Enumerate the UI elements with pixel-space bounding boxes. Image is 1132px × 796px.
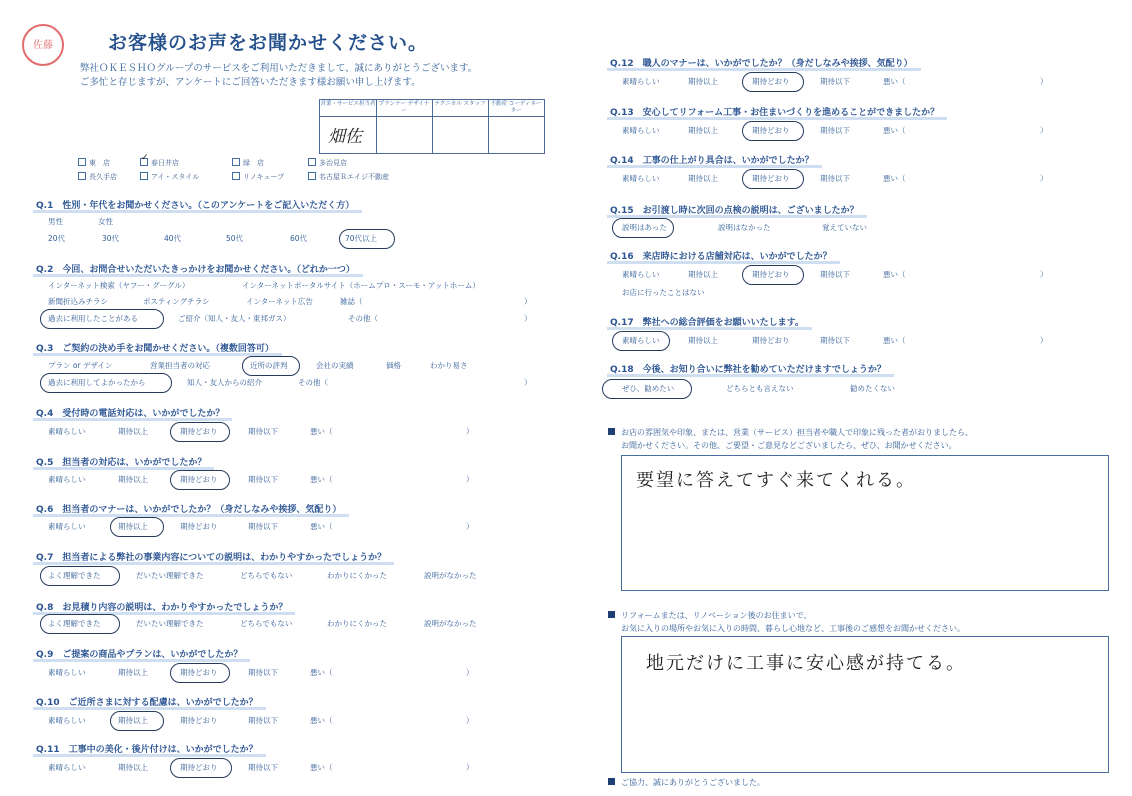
rating-opt-below[interactable]: 期待以下 [248, 475, 278, 484]
rating-opt-bad[interactable]: 悪い（ [883, 270, 906, 279]
store-option-istyle[interactable]: アイ・スタイル [140, 172, 199, 182]
rating-opt-above[interactable]: 期待以上 [688, 174, 718, 183]
rating-opt-below[interactable]: 期待以下 [820, 126, 850, 135]
q2-other-close-paren: ） [524, 314, 532, 323]
q3-opt-price[interactable]: 価格 [386, 361, 401, 370]
checkbox-icon[interactable] [140, 172, 148, 180]
page-title: お客様のお声をお聞かせください。 [108, 32, 429, 54]
rating-opt-above[interactable]: 期待以上 [118, 668, 148, 677]
checkbox-icon[interactable] [232, 158, 240, 166]
rating-opt-bad[interactable]: 悪い（ [883, 174, 906, 183]
rating-opt-excellent[interactable]: 素晴らしい [48, 427, 86, 436]
q1-opt-50s[interactable]: 50代 [226, 234, 244, 243]
question-12: Q.12 職人のマナーは、いかがでしたか？（身だしなみや挨拶、気配り） [610, 56, 913, 69]
rating-opt-below[interactable]: 期待以下 [820, 77, 850, 86]
question-4: Q.4 受付時の電話対応は、いかがでしたか？ [36, 406, 224, 419]
rating-opt-excellent[interactable]: 素晴らしい [48, 716, 86, 725]
answer-circle [612, 218, 674, 238]
q1-opt-30s[interactable]: 30代 [102, 234, 120, 243]
question-14: Q.14 工事の仕上がり具合は、いかがでしたか？ [610, 153, 814, 166]
rating-close-paren: ） [1040, 270, 1048, 279]
rating-opt-bad[interactable]: 悪い（ [310, 427, 333, 436]
store-option-renocube[interactable]: リノキューブ [232, 172, 284, 182]
q16-opt-never-visited[interactable]: お店に行ったことはない [622, 288, 705, 297]
q3-opt-sales[interactable]: 営業担当者の対応 [150, 361, 210, 370]
rating-opt-excellent[interactable]: 素晴らしい [622, 77, 660, 86]
comment2-label: リフォームまたは、リノベーション後のお住まいで、 [608, 610, 811, 621]
understand-opt-none[interactable]: 説明がなかった [424, 619, 477, 628]
rating-opt-above[interactable]: 期待以上 [118, 716, 148, 725]
checkbox-icon[interactable] [232, 172, 240, 180]
q2-opt-magazine[interactable]: 雑誌（ [340, 297, 363, 306]
answer-circle [170, 422, 230, 442]
rating-opt-as-expected[interactable]: 期待どおり [752, 174, 790, 183]
rating-opt-bad[interactable]: 悪い（ [310, 763, 333, 772]
q2-opt-portal[interactable]: インターネットポータルサイト（ホームプロ・スーモ・アットホーム） [242, 281, 480, 290]
answer-circle [40, 614, 120, 634]
question-1: Q.1 性別・年代をお聞かせください。（このアンケートをご記入いただく方） [36, 198, 354, 211]
understand-opt-mostly[interactable]: だいたい理解できた [136, 619, 204, 628]
q3-opt-other[interactable]: その他（ [298, 378, 328, 387]
rating-opt-below[interactable]: 期待以下 [248, 668, 278, 677]
question-17: Q.17 弊社への総合評価をお願いいたします。 [610, 315, 804, 328]
answer-circle [40, 566, 120, 586]
q2-opt-search[interactable]: インターネット検索（ヤフー・グーグル） [48, 281, 190, 290]
q1-opt-60s[interactable]: 60代 [290, 234, 308, 243]
comment1-label-line2: お聞かせください。その他、ご要望・ご意見などございましたら、ぜひ、お聞かせください。 [621, 441, 957, 450]
rating-opt-as-expected[interactable]: 期待どおり [180, 668, 218, 677]
rating-close-paren: ） [1040, 174, 1048, 183]
comment2-label-line2: お気に入りの場所やお気に入りの時間、暮らし心地など、工事後のご感想をお聞かせください。 [621, 624, 965, 633]
answer-circle [170, 470, 230, 490]
answer-circle [742, 72, 804, 92]
store-option-kasugai[interactable]: ✓ 春日井店 [141, 153, 179, 167]
q3-opt-track-record[interactable]: 会社の実績 [316, 361, 354, 370]
understand-opt-none[interactable]: 説明がなかった [424, 571, 477, 580]
rating-opt-below[interactable]: 期待以下 [820, 174, 850, 183]
rating-opt-bad[interactable]: 悪い（ [310, 716, 333, 725]
q2-opt-posting[interactable]: ポスティングチラシ [143, 297, 210, 306]
answer-circle [742, 169, 804, 189]
rating-opt-excellent[interactable]: 素晴らしい [622, 126, 660, 135]
rating-close-paren: ） [1040, 336, 1048, 345]
comment2-handwritten: 地元だけに工事に安心感が持てる。 [646, 653, 966, 674]
intro-line-1: 弊社ＯＫＥＳＨＯグループのサービスをご利用いただきまして、誠にありがとうございます。 [80, 63, 478, 74]
q2-magazine-close-paren: ） [524, 297, 532, 306]
staff-header-planner: プランナー デザイナー [376, 100, 432, 117]
question-16: Q.16 来店時における店舗対応は、いかがでしたか？ [610, 249, 832, 262]
rating-opt-bad[interactable]: 悪い（ [310, 668, 333, 677]
intro-line-2: ご多忙と存じますが、アンケートにご回答いただきます様お願い申し上げます。 [80, 77, 421, 88]
store-option-midori[interactable]: 緑 店 [232, 158, 264, 168]
q18-opt-neutral[interactable]: どちらとも言えない [726, 384, 794, 393]
rating-opt-as-expected[interactable]: 期待どおり [180, 716, 218, 725]
answer-circle [40, 373, 172, 393]
rating-close-paren: ） [1040, 77, 1048, 86]
rating-close-paren: ） [466, 716, 474, 725]
store-option-higashi[interactable]: 東 店 [78, 158, 110, 168]
comment1-handwritten: 要望に答えてすぐ来てくれる。 [636, 470, 916, 491]
rating-opt-as-expected[interactable]: 期待どおり [752, 77, 790, 86]
rating-opt-above[interactable]: 期待以上 [688, 77, 718, 86]
checkbox-icon[interactable] [308, 172, 316, 180]
bullet-icon [608, 778, 615, 785]
rating-opt-as-expected[interactable]: 期待どおり [180, 427, 218, 436]
answer-circle [170, 758, 232, 778]
rating-opt-below[interactable]: 期待以下 [820, 336, 850, 345]
question-18: Q.18 今後、お知り合いに弊社を勧めていただけますでしょうか？ [610, 362, 886, 375]
q1-opt-70s[interactable]: 70代以上 [345, 234, 378, 243]
rating-close-paren: ） [466, 763, 474, 772]
rating-opt-excellent[interactable]: 素晴らしい [48, 668, 86, 677]
q18-opt-not-recommend[interactable]: 勧めたくない [850, 384, 895, 393]
staff-header-realestate: 不動産 コーディネーター [488, 100, 544, 117]
answer-circle [742, 265, 804, 285]
comment1-label: お店の雰囲気や印象、または、営業（サービス）担当者や職人で印象に残った者がおりましたら、 [608, 427, 973, 438]
rating-opt-above[interactable]: 期待以上 [118, 522, 148, 531]
answer-circle [242, 356, 300, 376]
rating-opt-above[interactable]: 期待以上 [688, 336, 718, 345]
store-option-tajimi[interactable]: 多治見店 [308, 158, 347, 168]
q2-opt-past-use[interactable]: 過去に利用したことがある [48, 314, 138, 323]
question-9: Q.9 ご提案の商品やプランは、いかがでしたか？ [36, 647, 242, 660]
question-15: Q.15 お引渡し時に次回の点検の説明は、ございましたか？ [610, 203, 859, 216]
rating-close-paren: ） [466, 668, 474, 677]
store-option-nagoya-r[interactable]: 名古屋Ｒエイジ不動産 [308, 172, 389, 182]
answer-circle [40, 309, 164, 329]
question-10: Q.10 ご近所さまに対する配慮は、いかがでしたか？ [36, 695, 258, 708]
comment2-box[interactable] [621, 636, 1109, 773]
q3-opt-reputation[interactable]: 近所の評判 [250, 361, 288, 370]
rating-opt-above[interactable]: 期待以上 [688, 126, 718, 135]
q15-opt-dont-remember[interactable]: 覚えていない [822, 223, 867, 232]
rating-opt-as-expected[interactable]: 期待どおり [752, 126, 790, 135]
question-8: Q.8 お見積り内容の説明は、わかりやすかったでしょうか？ [36, 600, 287, 613]
q3-opt-referral[interactable]: 知人・友人からの紹介 [187, 378, 262, 387]
rating-close-paren: ） [466, 427, 474, 436]
q15-opt-explained[interactable]: 説明はあった [622, 223, 667, 232]
q3-other-close-paren: ） [524, 378, 532, 387]
question-3: Q.3 ご契約の決め手をお聞かせください。（複数回答可） [36, 341, 274, 354]
rating-opt-above[interactable]: 期待以上 [118, 763, 148, 772]
rating-opt-excellent[interactable]: 素晴らしい [48, 475, 86, 484]
rating-opt-above[interactable]: 期待以上 [118, 475, 148, 484]
rating-opt-excellent[interactable]: 素晴らしい [622, 174, 660, 183]
rating-opt-excellent[interactable]: 素晴らしい [622, 270, 660, 279]
question-13: Q.13 安心してリフォーム工事・お住まいづくりを進めることができましたか？ [610, 105, 939, 118]
rating-opt-as-expected[interactable]: 期待どおり [752, 270, 790, 279]
store-option-nagakute[interactable]: 長久手店 [78, 172, 117, 182]
q1-opt-40s[interactable]: 40代 [164, 234, 182, 243]
q2-opt-internet-ad[interactable]: インターネット広告 [246, 297, 313, 306]
q18-opt-recommend[interactable]: ぜひ、勧めたい [622, 384, 675, 393]
staff-seal-stamp: 佐藤 [22, 24, 64, 66]
understand-opt-well[interactable]: よく理解できた [48, 619, 101, 628]
rating-opt-excellent[interactable]: 素晴らしい [48, 522, 86, 531]
q1-opt-female[interactable]: 女性 [98, 217, 113, 226]
rating-opt-below[interactable]: 期待以下 [248, 716, 278, 725]
bullet-icon [608, 611, 615, 618]
rating-close-paren: ） [1040, 126, 1048, 135]
rating-opt-bad[interactable]: 悪い（ [883, 126, 906, 135]
q2-opt-other[interactable]: その他（ [348, 314, 378, 323]
q1-opt-male[interactable]: 男性 [48, 217, 63, 226]
rating-opt-bad[interactable]: 悪い（ [883, 77, 906, 86]
checkbox-icon[interactable] [308, 158, 316, 166]
rating-opt-as-expected[interactable]: 期待どおり [752, 336, 790, 345]
understand-opt-hard[interactable]: わかりにくかった [327, 619, 387, 628]
rating-opt-as-expected[interactable]: 期待どおり [180, 522, 218, 531]
checkbox-icon[interactable] [78, 172, 86, 180]
rating-opt-below[interactable]: 期待以下 [820, 270, 850, 279]
rating-close-paren: ） [466, 475, 474, 484]
answer-circle [742, 121, 804, 141]
understand-opt-mostly[interactable]: だいたい理解できた [136, 571, 204, 580]
q2-opt-referral[interactable]: ご紹介（知人・友人・東邦ガス） [178, 314, 291, 323]
understand-opt-neutral[interactable]: どちらでもない [240, 571, 293, 580]
rating-opt-bad[interactable]: 悪い（ [310, 475, 333, 484]
rating-opt-bad[interactable]: 悪い（ [310, 522, 333, 531]
answer-circle [339, 229, 395, 249]
rating-opt-as-expected[interactable]: 期待どおり [180, 475, 218, 484]
rating-close-paren: ） [466, 522, 474, 531]
q3-opt-clarity[interactable]: わかり易さ [430, 361, 468, 370]
answer-circle [110, 517, 164, 537]
staff-handwritten-name: 畑佐 [328, 127, 362, 147]
question-7: Q.7 担当者による弊社の事業内容についての説明は、わかりやすかったでしょうか？ [36, 550, 386, 563]
question-6: Q.6 担当者のマナーは、いかがでしたか？（身だしなみや挨拶、気配り） [36, 502, 341, 515]
bullet-icon [608, 428, 615, 435]
understand-opt-hard[interactable]: わかりにくかった [327, 571, 387, 580]
rating-opt-above[interactable]: 期待以上 [118, 427, 148, 436]
q2-opt-newspaper[interactable]: 新聞折込みチラシ [48, 297, 108, 306]
footer-thanks: ご協力、誠にありがとうございました。 [608, 777, 765, 788]
question-5: Q.5 担当者の対応は、いかがでしたか？ [36, 455, 206, 468]
comment1-box[interactable] [621, 455, 1109, 591]
answer-circle [170, 663, 230, 683]
staff-header-technical: テクニカル スタッフ [432, 100, 488, 117]
understand-opt-well[interactable]: よく理解できた [48, 571, 101, 580]
checkbox-checked-icon[interactable]: ✓ [140, 158, 148, 166]
q1-opt-20s[interactable]: 20代 [48, 234, 66, 243]
q3-opt-plan[interactable]: プラン or デザイン [48, 361, 113, 370]
staff-header-sales: 営業・サービス担当者 [320, 100, 376, 117]
rating-opt-excellent[interactable]: 素晴らしい [622, 336, 660, 345]
staff-table [319, 99, 545, 154]
q15-opt-not-explained[interactable]: 説明はなかった [718, 223, 771, 232]
q3-opt-past-use[interactable]: 過去に利用してよかったから [48, 378, 146, 387]
answer-circle [110, 711, 164, 731]
checkbox-icon[interactable] [78, 158, 86, 166]
answer-circle [612, 331, 670, 351]
question-2: Q.2 今回、お問合せいただいたきっかけをお聞かせください。（どれか一つ） [36, 262, 355, 275]
rating-opt-below[interactable]: 期待以下 [248, 763, 278, 772]
rating-opt-below[interactable]: 期待以下 [248, 427, 278, 436]
answer-circle [602, 379, 692, 399]
question-11: Q.11 工事中の美化・後片付けは、いかがでしたか？ [36, 742, 258, 755]
rating-opt-as-expected[interactable]: 期待どおり [180, 763, 218, 772]
rating-opt-excellent[interactable]: 素晴らしい [48, 763, 86, 772]
rating-opt-bad[interactable]: 悪い（ [883, 336, 906, 345]
rating-opt-above[interactable]: 期待以上 [688, 270, 718, 279]
rating-opt-below[interactable]: 期待以下 [248, 522, 278, 531]
understand-opt-neutral[interactable]: どちらでもない [240, 619, 293, 628]
